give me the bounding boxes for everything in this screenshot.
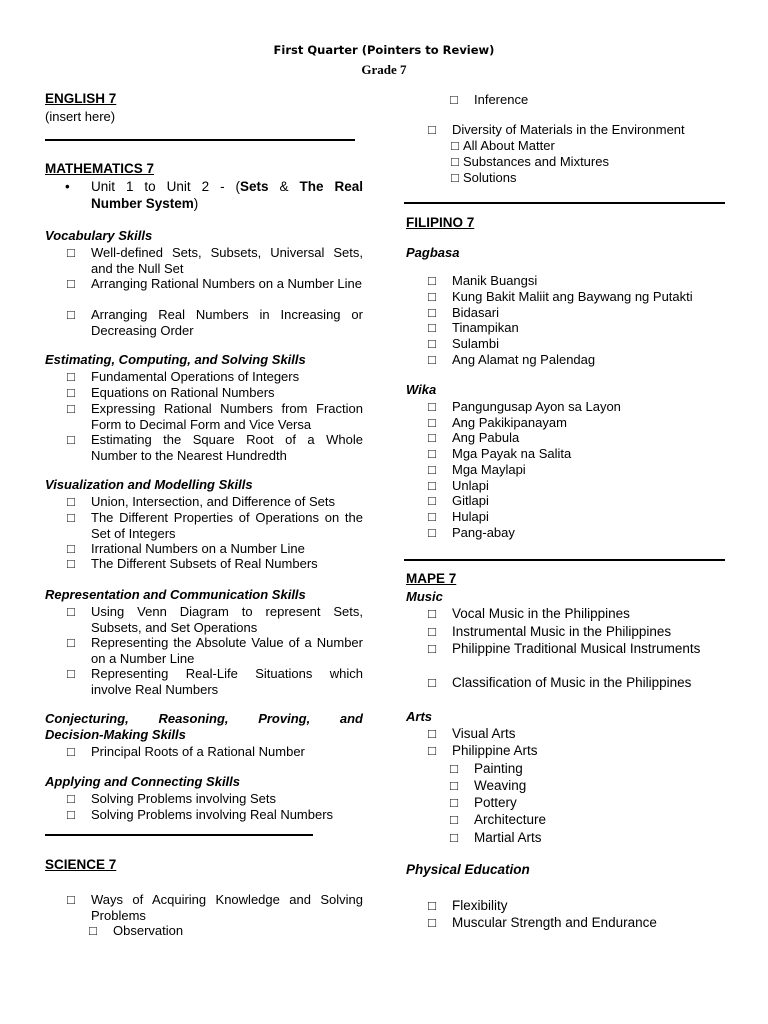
checkbox-icon: □: [67, 307, 75, 322]
checkbox-icon: □: [428, 509, 436, 524]
conjecturing-heading-line1: Conjecturing, Reasoning, Proving, and: [45, 711, 363, 726]
conjecturing-heading-line2: Decision-Making Skills: [45, 727, 186, 742]
checkbox-icon: □: [428, 624, 437, 639]
checkbox-icon: □: [67, 401, 75, 416]
checkbox-icon: □: [428, 462, 436, 477]
checkbox-icon: □: [450, 92, 458, 107]
checkbox-icon: □: [67, 666, 75, 681]
checkbox-icon: □: [450, 795, 459, 810]
filipino-heading: FILIPINO 7: [406, 215, 475, 230]
divider: [404, 559, 725, 561]
checkbox-icon: □: [428, 415, 436, 430]
checkbox-icon: □: [428, 430, 436, 445]
checkbox-icon: □: [67, 556, 75, 571]
english-note: (insert here): [45, 109, 116, 124]
checkbox-icon: □: [428, 352, 436, 367]
music-heading: Music: [406, 589, 443, 604]
checkbox-icon: □: [428, 493, 436, 508]
checkbox-icon: □: [67, 541, 75, 556]
checkbox-icon: □: [428, 478, 436, 493]
checkbox-icon: □: [450, 830, 459, 845]
vocab-heading: Vocabulary Skills: [45, 228, 153, 243]
checkbox-icon: □: [67, 276, 75, 291]
checkbox-icon: □: [450, 778, 459, 793]
divider: [404, 202, 725, 204]
checkbox-icon: □: [451, 138, 459, 153]
english-heading: ENGLISH 7: [45, 91, 117, 106]
checkbox-icon: □: [67, 604, 75, 619]
divider: [45, 139, 355, 141]
checkbox-icon: □: [428, 675, 437, 690]
checkbox-icon: □: [67, 245, 75, 260]
list-item: □ Arranging Rational Numbers on a Number Line: [67, 276, 362, 291]
checkbox-icon: □: [450, 812, 459, 827]
checkbox-icon: □: [428, 606, 437, 621]
mape-heading: MAPE 7: [406, 571, 457, 586]
math-heading: MATHEMATICS 7: [45, 161, 154, 176]
visualization-heading: Visualization and Modelling Skills: [45, 477, 253, 492]
checkbox-icon: □: [428, 915, 437, 930]
document-title: First Quarter (Pointers to Review): [273, 43, 495, 57]
checkbox-icon: □: [428, 320, 436, 335]
list-item: □ Well-defined Sets, Subsets, Universal Sets, and the Null Set: [67, 245, 363, 276]
checkbox-icon: □: [428, 273, 436, 288]
checkbox-icon: □: [428, 726, 437, 741]
checkbox-icon: □: [67, 892, 75, 907]
checkbox-icon: □: [428, 641, 437, 656]
checkbox-icon: □: [67, 432, 75, 447]
representation-heading: Representation and Communication Skills: [45, 587, 306, 602]
wika-heading: Wika: [406, 382, 437, 397]
checkbox-icon: □: [428, 446, 436, 461]
checkbox-icon: □: [428, 122, 436, 137]
pagbasa-heading: Pagbasa: [406, 245, 460, 260]
checkbox-icon: □: [428, 336, 436, 351]
checkbox-icon: □: [67, 744, 75, 759]
checkbox-icon: □: [67, 635, 75, 650]
list-item: □ Arranging Real Numbers in Increasing or Decreasing Order: [67, 307, 363, 338]
checkbox-icon: □: [67, 369, 75, 384]
applying-heading: Applying and Connecting Skills: [45, 774, 241, 789]
checkbox-icon: □: [451, 154, 459, 169]
grade-label: Grade 7: [361, 62, 407, 77]
estimating-heading: Estimating, Computing, and Solving Skills: [45, 352, 306, 367]
checkbox-icon: □: [428, 525, 436, 540]
checkbox-icon: □: [428, 305, 436, 320]
arts-heading: Arts: [406, 709, 433, 724]
pe-heading: Physical Education: [406, 862, 530, 877]
checkbox-icon: □: [451, 170, 459, 185]
checkbox-icon: □: [67, 494, 75, 509]
bullet-icon: •: [65, 179, 70, 194]
checkbox-icon: □: [89, 923, 97, 938]
checkbox-icon: □: [428, 289, 436, 304]
divider: [45, 834, 313, 836]
science-heading: SCIENCE 7: [45, 857, 117, 872]
checkbox-icon: □: [428, 898, 437, 913]
checkbox-icon: □: [450, 761, 459, 776]
checkbox-icon: □: [67, 807, 75, 822]
checkbox-icon: □: [67, 791, 75, 806]
checkbox-icon: □: [428, 743, 437, 758]
checkbox-icon: □: [67, 510, 75, 525]
checkbox-icon: □: [67, 385, 75, 400]
checkbox-icon: □: [428, 399, 436, 414]
